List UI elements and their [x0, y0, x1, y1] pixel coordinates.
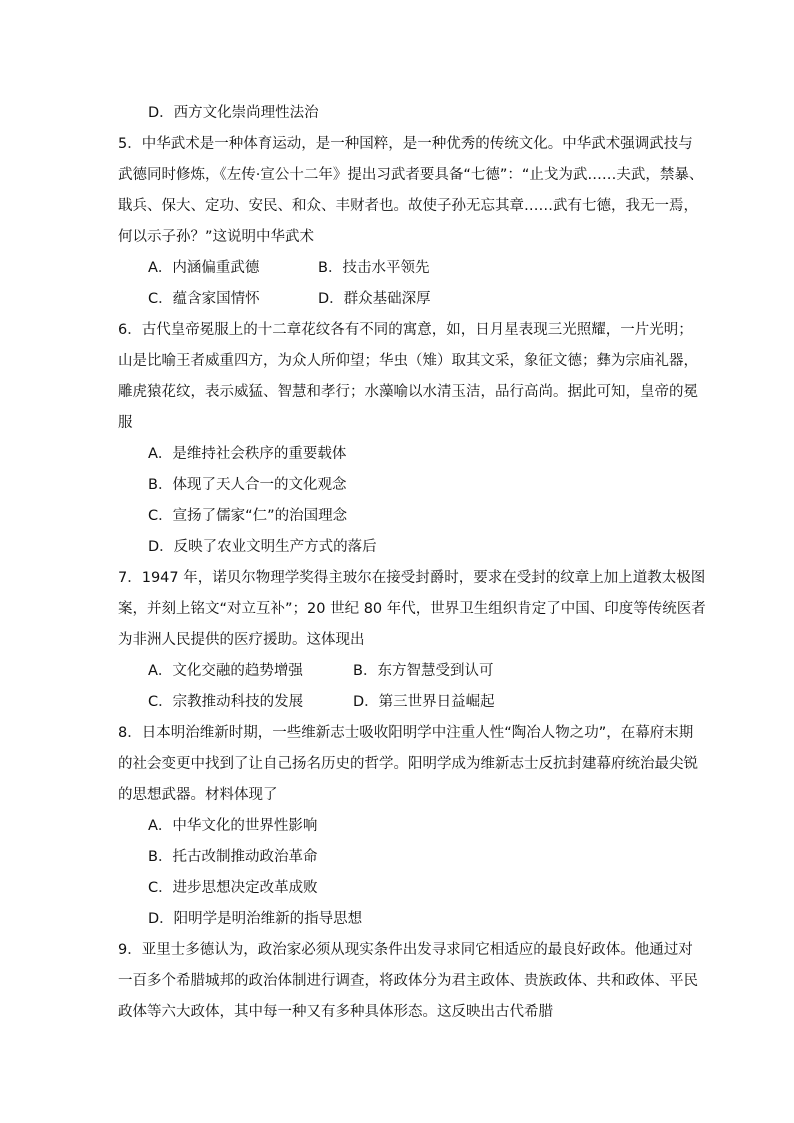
q7-option-a: A．文化交融的趋势增强: [148, 663, 303, 679]
q7-stem-line-3: 为非洲人民提供的医疗援助。这体现出: [118, 632, 365, 648]
q6-stem-line-4: 服: [118, 415, 133, 431]
q8-option-a: A．中华文化的世界性影响: [148, 818, 318, 834]
q4-option-d: D．西方文化崇尚理性法治: [148, 105, 319, 121]
q7-option-c: C．宗教推动科技的发展: [148, 694, 304, 710]
q9-stem-line-1: 9．亚里士多德认为，政治家必须从现实条件出发寻求同它相适应的最良好政体。他通过对: [118, 942, 693, 958]
q5-stem-line-2: 武德同时修炼，《左传·宣公十二年》提出习武者要具备“七德”：“止戈为武……夫武，禁暴、: [118, 167, 704, 183]
q8-option-c: C．进步思想决定改革成败: [148, 880, 318, 896]
q8-stem-line-2: 的社会变更中找到了让自己扬名历史的哲学。阳明学成为维新志士反抗封建幕府统治最尖锐: [118, 756, 698, 772]
q6-option-b: B．体现了天人合一的文化观念: [148, 477, 347, 493]
q6-option-c: C．宣扬了儒家“仁”的治国理念: [148, 508, 348, 524]
q8-option-d: D．阳明学是明治维新的指导思想: [148, 911, 363, 927]
q7-stem-line-1: 7．1947 年，诺贝尔物理学奖得主玻尔在接受封爵时，要求在受封的纹章上加上道教太极图: [118, 570, 706, 586]
q6-stem-line-2: 山是比喻王者威重四方，为众人所仰望；华虫（雉）取其文采，象征文德；彝为宗庙礼器，: [118, 353, 698, 369]
q5-option-d: D．群众基础深厚: [318, 291, 431, 307]
q5-option-a: A．内涵偏重武德: [148, 260, 260, 276]
q5-stem-line-4: 何以示子孙？”这说明中华武术: [118, 229, 315, 245]
q5-option-b: B．技击水平领先: [318, 260, 430, 276]
q8-stem-line-3: 的思想武器。材料体现了: [118, 787, 278, 803]
q7-option-b: B．东方智慧受到认可: [353, 663, 494, 679]
q8-stem-line-1: 8．日本明治维新时期，一些维新志士吸收阳明学中注重人性“陶冶人物之功”，在幕府末期: [118, 725, 694, 741]
q9-stem-line-2: 一百多个希腊城邦的政治体制进行调查，将政体分为君主政体、贵族政体、共和政体、平民: [118, 973, 698, 989]
q5-option-c: C．蕴含家国情怀: [148, 291, 260, 307]
q7-stem-line-2: 案，并刻上铭文“对立互补”；20 世纪 80 年代，世界卫生组织肯定了中国、印度等传统医者: [118, 601, 706, 617]
q5-stem-line-1: 5．中华武术是一种体育运动，是一种国粹，是一种优秀的传统文化。中华武术强调武技与: [118, 136, 693, 152]
q6-stem-line-1: 6．古代皇帝冕服上的十二章花纹各有不同的寓意，如，日月星表现三光照耀，一片光明；: [118, 322, 693, 338]
q7-option-d: D．第三世界日益崛起: [353, 694, 495, 710]
q8-option-b: B．托古改制推动政治革命: [148, 849, 318, 865]
q9-stem-line-3: 政体等六大政体，其中每一种又有多种具体形态。这反映出古代希腊: [118, 1004, 553, 1020]
q5-stem-line-3: 戢兵、保大、定功、安民、和众、丰财者也。故使子孙无忘其章……武有七德，我无一焉，: [118, 198, 698, 214]
q6-option-d: D．反映了农业文明生产方式的落后: [148, 539, 377, 555]
q6-option-a: A．是维持社会秩序的重要载体: [148, 446, 347, 462]
q6-stem-line-3: 雕虎猿花纹，表示威猛、智慧和孝行；水藻喻以水清玉洁，品行高尚。据此可知，皇帝的冕: [118, 384, 698, 400]
